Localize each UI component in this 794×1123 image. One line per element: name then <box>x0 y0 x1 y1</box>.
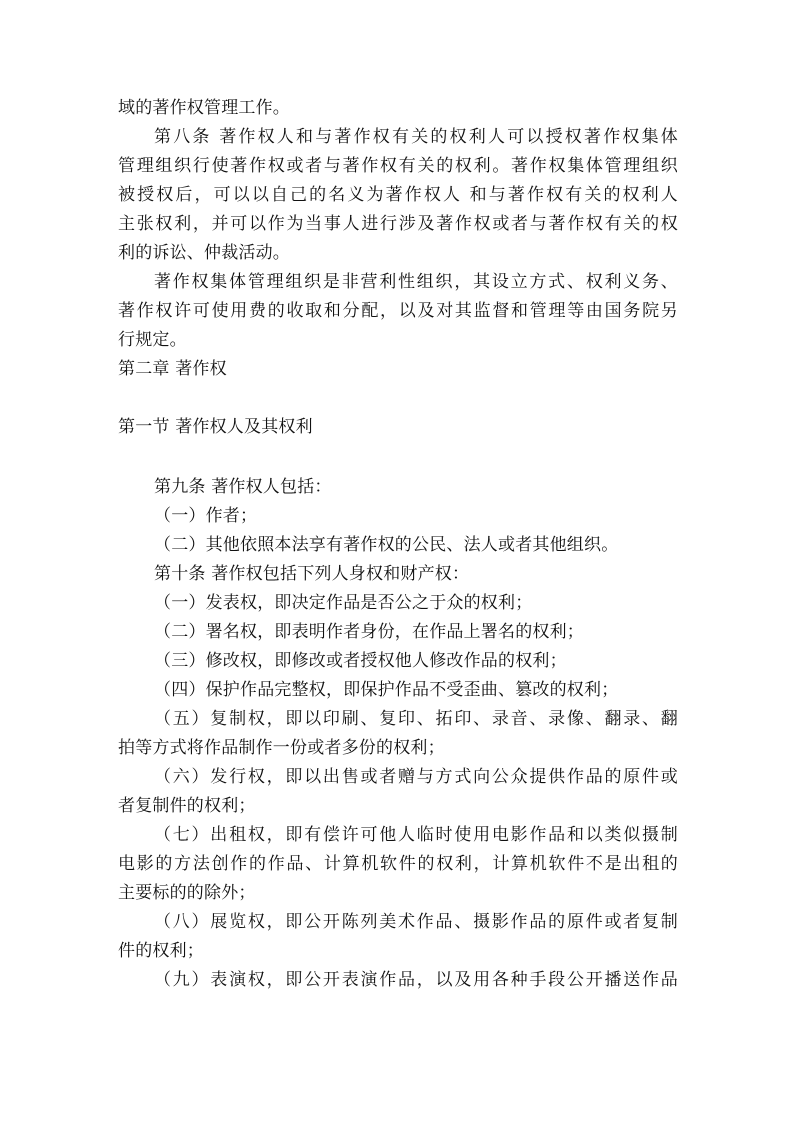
text-line: 者复制件的权利； <box>118 796 256 816</box>
list-item: （四）保护作品完整权，即保护作品不受歪曲、篡改的权利； <box>154 680 619 700</box>
list-item: （一）发表权，即决定作品是否公之于众的权利； <box>154 593 533 613</box>
text-line: 利的诉讼、仲裁活动。 <box>118 243 290 263</box>
list-item: （六）发行权，即以出售或者赠与方式向公众提供作品的原件或 <box>154 767 678 787</box>
list-item: （五）复制权，即以印刷、复印、拓印、录音、录像、翻录、翻 <box>154 709 678 729</box>
list-item: （九）表演权，即公开表演作品，以及用各种手段公开播送作品 <box>154 970 678 990</box>
text-line: 域的著作权管理工作。 <box>118 98 290 118</box>
text-line: 拍等方式将作品制作一份或者多份的权利； <box>118 738 445 758</box>
text-line: 主张权利，并可以作为当事人进行涉及著作权或者与著作权有关的权 <box>118 214 678 234</box>
text-line: 电影的方法创作的作品、计算机软件的权利，计算机软件不是出租的 <box>118 854 678 874</box>
text-line: 管理组织行使著作权或者与著作权有关的权利。著作权集体管理组织 <box>118 156 678 176</box>
chapter-heading: 第二章 著作权 <box>118 359 227 379</box>
list-item: （一）作者； <box>154 506 258 526</box>
text-line: 著作权许可使用费的收取和分配，以及对其监督和管理等由国务院另 <box>118 301 678 321</box>
article-8-line: 第八条 著作权人和与著作权有关的权利人可以授权著作权集体 <box>154 127 678 147</box>
text-line: 件的权利； <box>118 941 204 961</box>
article-9-line: 第九条 著作权人包括： <box>154 477 332 497</box>
article-10-line: 第十条 著作权包括下列人身权和财产权： <box>154 564 470 584</box>
text-line: 被授权后，可以以自己的名义为著作权人 和与著作权有关的权利人 <box>118 185 678 205</box>
list-item: （八）展览权，即公开陈列美术作品、摄影作品的原件或者复制 <box>154 912 678 932</box>
list-item: （二）署名权，即表明作者身份，在作品上署名的权利； <box>154 622 584 642</box>
section-heading: 第一节 著作权人及其权利 <box>118 417 313 437</box>
text-line: 行规定。 <box>118 330 187 350</box>
text-line: 著作权集体管理组织是非营利性组织，其设立方式、权利义务、 <box>154 272 678 292</box>
list-item: （七）出租权，即有偿许可他人临时使用电影作品和以类似摄制 <box>154 825 678 845</box>
list-item: （三）修改权，即修改或者授权他人修改作品的权利； <box>154 651 567 671</box>
list-item: （二）其他依照本法享有著作权的公民、法人或者其他组织。 <box>154 535 619 555</box>
document-page <box>118 94 678 995</box>
text-line: 主要标的的除外； <box>118 883 256 903</box>
